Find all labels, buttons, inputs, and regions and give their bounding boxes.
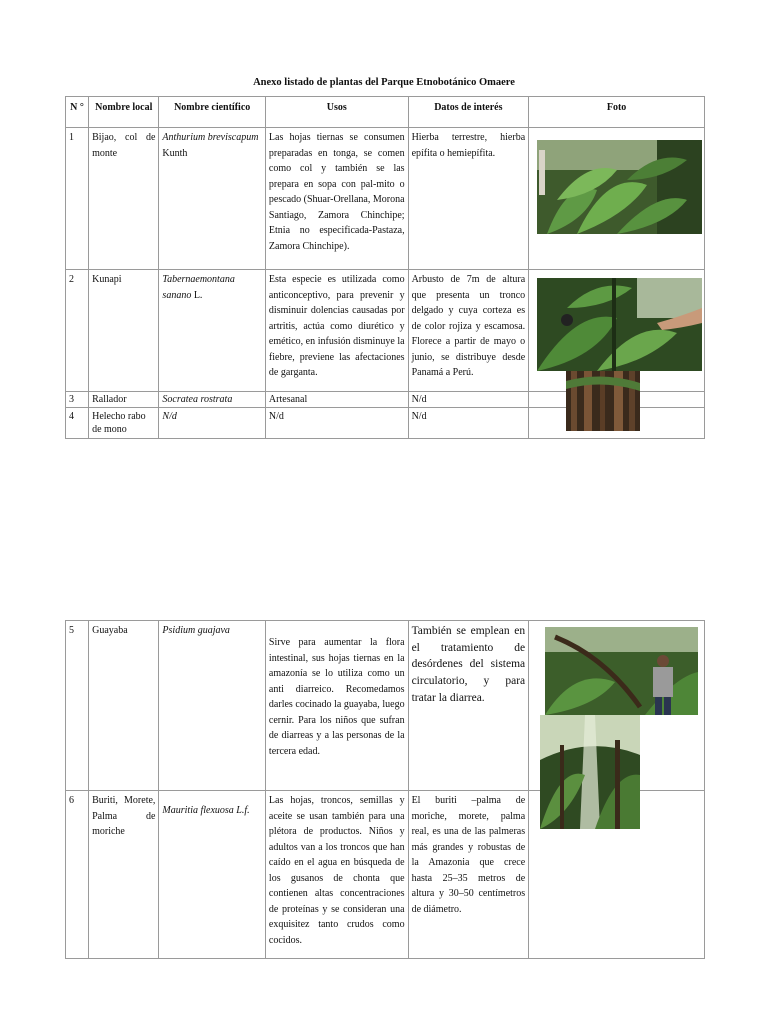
scientific-name (159, 791, 266, 959)
scientific-name: N/d (159, 408, 266, 439)
photo-kunapi (537, 278, 702, 371)
uses-text (265, 621, 408, 791)
header-datos: Datos de interés (408, 97, 529, 128)
interest-text: Arbusto de 7m de altura que presenta un tronco delgado y cuya corteza es de color rojiza y escamosa. Florece a partir de mayo o junio, se distribuye desde Panamá a Perú. (408, 270, 529, 392)
scientific-author: L. (191, 289, 203, 301)
uses-text: N/d (265, 408, 408, 439)
uses-text: Esta especie es utilizada como anticonceptivo, para prevenir y disminuir dolencias causadas por artritis, actúa como diurético y emético, en infusión disminuye la fiebre, previene las afectaciones de garganta. (265, 270, 408, 392)
row-number: 1 (66, 128, 89, 270)
scientific-name-body: Mauritia flexuosa L.f. (162, 805, 250, 816)
header-local: Nombre local (89, 97, 159, 128)
uses-text-body: Sirve para aumentar la flora intestinal, sus hojas tiernas en la amazonía se lo utiliza como un anti diarreico. Recomedamos darles cocinado la guayaba, luego cernir. Para los niños que sufran de diarreas y a las personas de la tercera edad. (268, 637, 405, 757)
uses-text: Artesanal (265, 392, 408, 408)
local-name: Kunapi (89, 270, 159, 392)
header-usos: Usos (265, 97, 408, 128)
page-title: Anexo listado de plantas del Parque Etnobotánico Omaere (253, 77, 515, 88)
scientific-name (159, 128, 266, 270)
photo-rallador (566, 371, 640, 431)
local-name: Buriti, Morete, Palma de moriche (89, 791, 159, 959)
header-cientifico: Nombre científico (159, 97, 266, 128)
header-n: N ° (66, 97, 89, 128)
row-number: 5 (66, 621, 89, 791)
scientific-author: Kunth (162, 147, 188, 159)
interest-text: N/d (408, 408, 529, 439)
header-foto: Foto (529, 97, 705, 128)
local-name: Rallador (89, 392, 159, 408)
local-name: Guayaba (89, 621, 159, 791)
row-number: 2 (66, 270, 89, 392)
scientific-name-italic: Tabernaemontana sanano (162, 274, 235, 301)
table-header-row (66, 97, 705, 128)
local-name: Bijao, col de monte (89, 128, 159, 270)
interest-text: Hierba terrestre, hierba epífita o hemiepífita. (408, 128, 529, 270)
scientific-name: Socratea rostrata (159, 392, 266, 408)
row-number: 6 (66, 791, 89, 959)
interest-text: N/d (408, 392, 529, 408)
scientific-name-italic: Anthurium breviscapum (162, 132, 259, 143)
row-number: 3 (66, 392, 89, 408)
uses-text: Las hojas, troncos, semillas y aceite se usan también para una plétora de productos. Niños y adultos van a los troncos que han caído en el agua en búsqueda de los gusanos de chonta que contienen altas concentraciones de proteínas y se consideran una exquisitez tanto crudos como cocidos. (265, 791, 408, 959)
photo-buriti (540, 715, 640, 829)
interest-text: El buriti –palma de moriche, morete, palma real, es una de las palmeras más grandes y robustas de la Amazonia que crece hasta 25–35 metros de altura y 30–50 centímetros de diámetro. (408, 791, 529, 959)
local-name: Helecho rabo de mono (89, 408, 159, 439)
row-number: 4 (66, 408, 89, 439)
photo-guayaba (545, 627, 698, 715)
photo-bijao (537, 140, 702, 234)
interest-text: También se emplean en el tratamiento de desórdenes del sistema circulatorio, y para tratar la diarrea. (408, 621, 529, 791)
uses-text: Las hojas tiernas se consumen preparadas en tonga, se comen como col y también se las prepara en sopa con pal-mito o pescado (Shuar-Orellana, Morona Santiago, Zamora Chinchipe; Etnia no especificada-Pastaza, Zamora Chinchipe). (265, 128, 408, 270)
scientific-name: Psidium guajava (159, 621, 266, 791)
scientific-name (159, 270, 266, 392)
